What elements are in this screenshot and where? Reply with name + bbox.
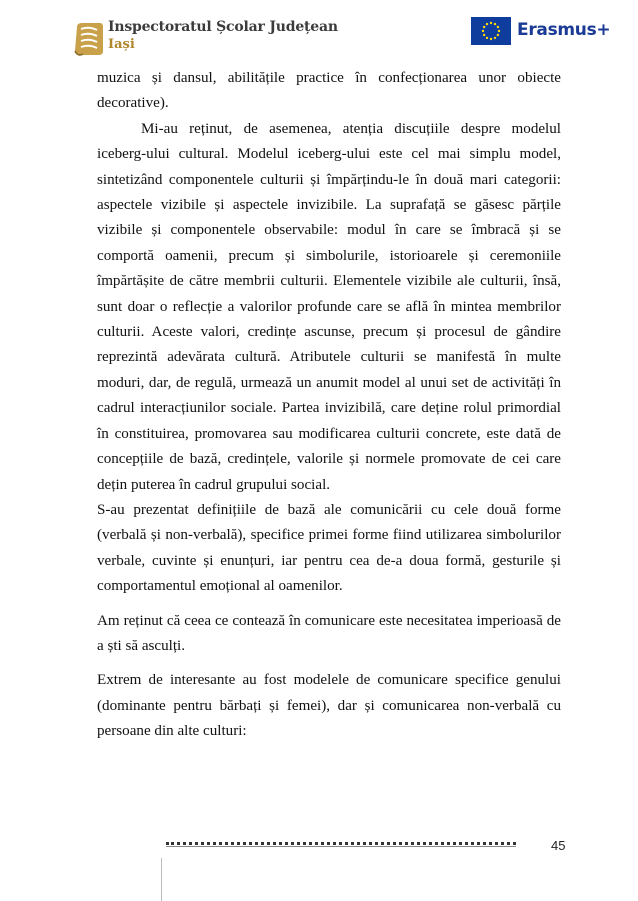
paragraph-5: Extrem de interesante au fost modelele de comunicare specifice genului (dominante pentru bărbați și femei), dar și comunicarea non-verbală cu persoane din alte culturi: <box>97 672 561 740</box>
org-city: Iași <box>108 37 135 52</box>
paragraph-1: muzica și dansul, abilitățile practice în confecționarea unor obiecte decorative). <box>97 70 561 112</box>
margin-line <box>161 858 162 901</box>
page-header <box>0 0 638 70</box>
document-body <box>97 66 561 745</box>
paragraph-2: Mi-au reținut, de asemenea, atenția discuțiile despre modelul iceberg-ului cultural. Modelul iceberg-ului este cel mai simplu model, sintetizând componentele culturii și împărțindu-le în două mari categorii: aspectele vizibile și aspectele invizibile. La suprafață se găsesc părțile vizibile și componentele observabile: modul în care se îmbracă și se comportă oamenii, precum și simbolurile, istorioarele și ceremoniile împărtășite de către membrii culturii. Elementele vizibile ale culturii, însă, sunt doar o reflecție a valorilor profunde care se află în mintea membrilor culturii. Aceste valori, credințe ascunse, precum și procesul de gândire reprezintă adevărata cultură. Atributele culturii se manifestă în multe moduri, dar, de regulă, urmează un anumit model al unui set de activități în cadrul interacțiunilor sociale. Partea invizibilă, care deține rolul primordial în constituirea, promovarea sau modificarea culturii concrete, este dată de concepțiile de bază, credințele, valorile și normele promovate de cei care dețin puterea în cadrul grupului social. <box>97 120 561 493</box>
scroll-logo-icon <box>74 21 104 57</box>
erasmus-logo-text: Erasmus+ <box>517 20 611 40</box>
footer-rule-line <box>166 846 516 847</box>
page-number: 45 <box>551 838 566 853</box>
paragraph-4: Am reținut că ceea ce contează în comunicare este necesitatea imperioasă de a ști să asculți. <box>97 612 561 654</box>
footer-rule <box>166 842 516 845</box>
paragraph-3: S-au prezentat definițiile de bază ale comunicării cu cele două forme (verbală și non-verbală), specifice primei forme fiind utilizarea simbolurilor verbale, cuvinte și enunțuri, iar pentru cea de-a doua formă, gesturile și comportamentul emoțional al oamenilor. <box>97 501 561 595</box>
org-title: Inspectoratul Școlar Județean <box>108 19 338 35</box>
eu-flag-icon <box>471 17 511 45</box>
